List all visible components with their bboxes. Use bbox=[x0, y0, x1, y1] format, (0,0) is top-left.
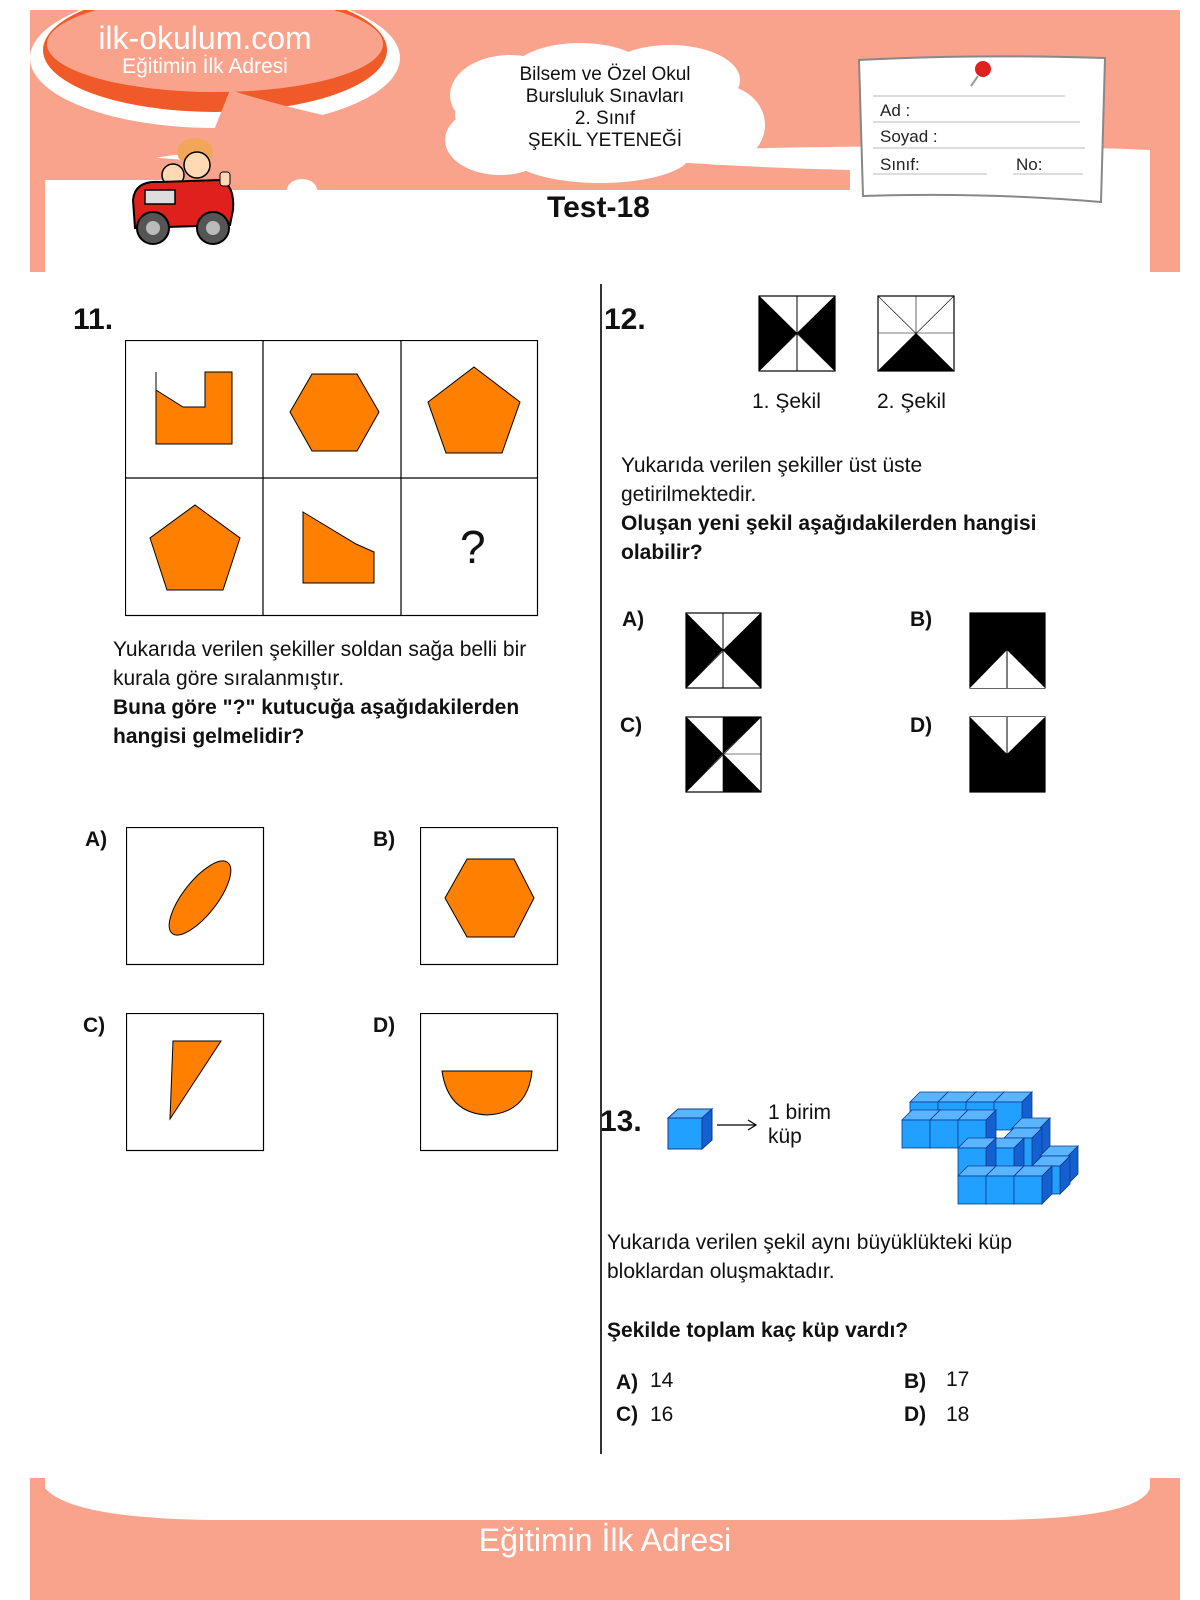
thought-bubbles bbox=[230, 160, 340, 230]
q13-unit-label bbox=[768, 1101, 831, 1149]
q13-option-a-label[interactable]: A) bbox=[616, 1371, 639, 1394]
cloud-line-3: 2. Sınıf bbox=[574, 108, 636, 129]
q11-option-a-label[interactable]: A) bbox=[85, 828, 108, 851]
q11-option-c-label[interactable]: C) bbox=[83, 1014, 106, 1037]
q13-bold-line: Şekilde toplam kaç küp vardı? bbox=[607, 1319, 909, 1342]
q12-question-text bbox=[621, 451, 1141, 567]
q12-caption-2: 2. Şekil bbox=[877, 390, 946, 413]
q13-question-text bbox=[607, 1228, 1127, 1286]
q13-unit-label-line-1: 1 birim bbox=[768, 1101, 832, 1124]
q11-question-mark: ? bbox=[460, 521, 486, 573]
q12-figure-1 bbox=[758, 295, 838, 373]
q12-figure-2 bbox=[877, 295, 957, 373]
q11-text-line-1: Yukarıda verilen şekiller soldan sağa belli bir bbox=[113, 638, 527, 661]
q11-question-text bbox=[113, 635, 593, 751]
q13-option-b-value[interactable]: 17 bbox=[946, 1368, 970, 1391]
ad-field-label: Ad : bbox=[880, 101, 911, 120]
q11-option-c-box[interactable] bbox=[126, 1013, 266, 1153]
q13-text-line-1: Yukarıda verilen şekil aynı büyüklükteki küp bbox=[607, 1231, 1013, 1254]
footer-site-name[interactable]: ilk-okulum.com bbox=[458, 1477, 752, 1526]
sinif-field-label: Sınıf: bbox=[880, 155, 920, 174]
q12-caption-1: 1. Şekil bbox=[752, 390, 821, 413]
cloud-text bbox=[480, 64, 730, 152]
pushpin-icon bbox=[975, 61, 991, 77]
q11-text-line-2: kurala göre sıralanmıştır. bbox=[113, 667, 345, 690]
q12-number: 12. bbox=[604, 303, 646, 336]
site-name[interactable]: ilk-okulum.com bbox=[98, 20, 312, 56]
q12-option-b-label[interactable]: B) bbox=[910, 608, 933, 631]
q11-option-d-box[interactable] bbox=[420, 1013, 560, 1153]
arrow-right-icon bbox=[717, 1117, 759, 1133]
q12-option-a-label[interactable]: A) bbox=[622, 608, 645, 631]
q11-option-b-box[interactable] bbox=[420, 827, 560, 967]
q13-option-a-value[interactable]: 14 bbox=[650, 1369, 674, 1392]
q13-option-c-label[interactable]: C) bbox=[616, 1403, 639, 1426]
q11-option-b-label[interactable]: B) bbox=[373, 828, 396, 851]
site-slogan: Eğitimin İlk Adresi bbox=[122, 55, 288, 78]
q12-bold-line-1: Oluşan yeni şekil aşağıdakilerden hangisi bbox=[621, 512, 1037, 535]
no-field-label: No: bbox=[1016, 155, 1043, 174]
q11-number: 11. bbox=[73, 303, 114, 336]
footer-slogan: Eğitimin İlk Adresi bbox=[478, 1522, 732, 1558]
q11-bold-line-2: hangisi gelmelidir? bbox=[113, 725, 305, 748]
q11-pattern-grid bbox=[125, 340, 539, 617]
q13-unit-cube-icon bbox=[666, 1106, 716, 1152]
cloud-line-1: Bilsem ve Özel Okul bbox=[519, 64, 691, 85]
q11-bold-line-1: Buna göre "?" kutucuğa aşağıdakilerden bbox=[113, 696, 520, 719]
q12-option-b-box[interactable] bbox=[969, 612, 1047, 690]
q12-text-line-2: getirilmektedir. bbox=[621, 483, 757, 506]
cloud-line-2: Bursluluk Sınavları bbox=[525, 86, 685, 107]
q11-option-d-label[interactable]: D) bbox=[373, 1014, 396, 1037]
q12-option-c-label[interactable]: C) bbox=[620, 714, 643, 737]
car-mascot-image bbox=[125, 130, 240, 250]
q13-option-c-value[interactable]: 16 bbox=[650, 1403, 674, 1426]
q13-text-line-2: bloklardan oluşmaktadır. bbox=[607, 1260, 835, 1283]
cloud-line-4: ŞEKİL YETENEĞİ bbox=[527, 130, 683, 151]
q12-option-d-box[interactable] bbox=[969, 716, 1047, 794]
q12-option-d-label[interactable]: D) bbox=[910, 714, 933, 737]
q13-option-b-label[interactable]: B) bbox=[904, 1370, 927, 1393]
q13-cube-stack-figure bbox=[900, 1090, 1080, 1208]
q12-option-a-box[interactable] bbox=[685, 612, 763, 690]
q12-text-line-1: Yukarıda verilen şekiller üst üste bbox=[621, 454, 923, 477]
q13-unit-label-line-2: küp bbox=[768, 1125, 802, 1148]
q13-option-d-label[interactable]: D) bbox=[904, 1403, 927, 1426]
q11-option-a-box[interactable] bbox=[126, 827, 266, 967]
q13-number: 13. bbox=[600, 1105, 642, 1138]
q12-bold-line-2: olabilir? bbox=[621, 541, 703, 564]
q13-option-d-value[interactable]: 18 bbox=[946, 1403, 970, 1426]
q12-option-c-box[interactable] bbox=[685, 716, 763, 794]
column-divider bbox=[600, 284, 602, 1454]
soyad-field-label: Soyad : bbox=[880, 127, 938, 146]
test-title: Test-18 bbox=[547, 191, 650, 224]
